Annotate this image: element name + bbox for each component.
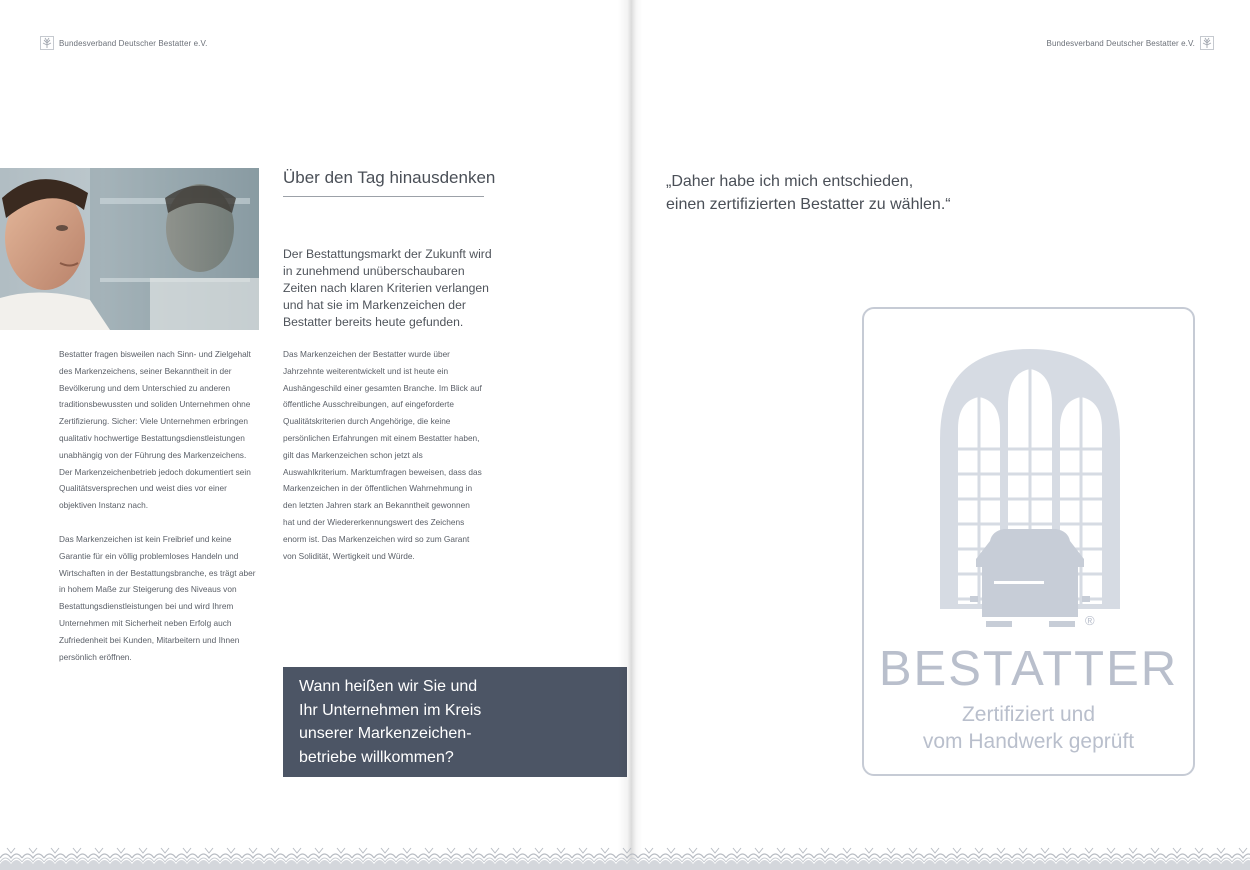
man-reflection-photo <box>0 168 259 330</box>
header-left <box>40 36 207 50</box>
registered-mark: ® <box>1085 613 1095 628</box>
quote-line: einen zertifizierten Bestatter zu wählen.“ <box>666 196 951 213</box>
lead-paragraph: Der Bestattungsmarkt der Zukunft wird in zunehmend unüberschaubaren Zeiten nach klaren Kriterien verlangen und hat sie im Markenzeichen der Bestatter bereits heute gefunden. <box>283 247 492 329</box>
header-left-text: Bundesverband Deutscher Bestatter e.V. <box>59 38 208 48</box>
quote-line: „Daher habe ich mich entschieden, <box>666 173 914 190</box>
testimonial-quote <box>666 170 1066 216</box>
seal-brand-word: BESTATTER <box>878 642 1179 696</box>
section-heading: Über den Tag hinausdenken <box>283 168 484 197</box>
right-page <box>628 0 1250 870</box>
ornamental-border <box>0 838 1250 870</box>
callout-line: unserer Markenzeichen- <box>299 725 472 742</box>
body-column-1 <box>59 346 259 682</box>
body-column-2 <box>283 346 483 581</box>
tree-logo-icon <box>1200 36 1214 50</box>
header-right-text: Bundesverband Deutscher Bestatter e.V. <box>1046 38 1195 48</box>
callout-box <box>283 667 627 777</box>
callout-line: betriebe willkommen? <box>299 748 454 766</box>
body-paragraph: Bestatter fragen bisweilen nach Sinn- und Zielgehalt des Markenzeichens, seiner Bekanntheit in der Bevölkerung und dem Unterschied zu anderen traditionsbewussten und soliden Unternehmen ohne Zertifizierung. Sicher: Viele Unternehmen erbringen qualitativ hochwertige Bestattungsdienstleistungen unabhängig von der Führung des Markenzeichens. Der Markenzeichenbetrieb jedoch dokumentiert sein Qualitätsversprechen und weist dies vor einer objektiven Instanz nach. <box>59 349 251 511</box>
seal-line-2: vom Handwerk geprüft <box>922 730 1135 753</box>
callout-line: Ihr Unternehmen im Kreis <box>299 701 482 719</box>
certification-seal <box>862 307 1195 776</box>
header-right <box>1047 36 1214 50</box>
callout-line: Wann heißen wir Sie und <box>299 678 478 695</box>
body-paragraph: Das Markenzeichen der Bestatter wurde über Jahrzehnte weiterentwickelt und ist heute ein Aushängeschild einer gesamten Branche. Im Blick auf öffentliche Ausschreibungen, auf eingeforderte Qualitätskriterien durch Angehörige, die keine persönlichen Erfahrungen mit einem Bestatter haben, gilt das Markenzeichen schon jetzt als Auswahlkriterium. Marktumfragen beweisen, dass das Markenzeichen in der öffentlichen Wahrnehmung in den letzten Jahren stark an Bekanntheit gewonnen hat und der Wiedererkennungswert des Zeichens enorm ist. Das Markenzeichen wird so zum Garant von Solidität, Wertigkeit und Würde. <box>283 349 482 561</box>
tree-logo-icon <box>40 36 54 50</box>
body-paragraph: Das Markenzeichen ist kein Freibrief und keine Garantie für ein völlig problemloses Handeln und Wirtschaften in der Bestattungsbranche, es trägt aber in hohem Maße zur Steigerung des Niveaus von Bestattungsdienstleistungen bei und wird Ihrem Unternehmen mit Sicherheit neben Erfolg auch Zufriedenheit bei Kunden, Mitarbeitern und Ihnen persönlich eröffnen. <box>59 533 256 662</box>
seal-line-1: Zertifiziert und <box>961 703 1096 726</box>
